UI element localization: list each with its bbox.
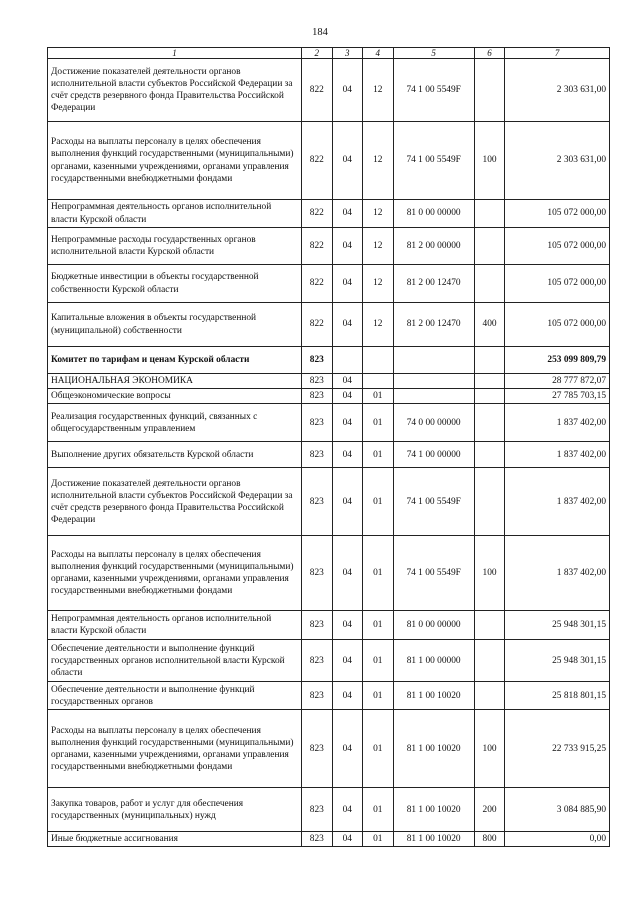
section-code: 04 (332, 265, 362, 303)
expense-type (474, 374, 504, 389)
expense-name: Непрограммная деятельность органов исполнительной власти Курской области (48, 611, 302, 640)
section-code: 04 (332, 200, 362, 228)
table-row (48, 832, 610, 847)
table-row (48, 682, 610, 710)
amount: 27 785 703,15 (505, 389, 610, 404)
amount: 28 777 872,07 (505, 374, 610, 389)
column-number: 2 (302, 48, 332, 59)
admin-code: 822 (302, 122, 332, 200)
section-code: 04 (332, 682, 362, 710)
expense-name: Непрограммные расходы государственных органов исполнительной власти Курской области (48, 228, 302, 265)
admin-code: 822 (302, 59, 332, 122)
expense-type (474, 404, 504, 442)
amount: 105 072 000,00 (505, 200, 610, 228)
target-article: 81 1 00 00000 (393, 640, 474, 682)
section-code: 04 (332, 303, 362, 347)
expense-type (474, 59, 504, 122)
subsection-code: 12 (363, 303, 393, 347)
expense-name: Комитет по тарифам и ценам Курской области (48, 347, 302, 374)
amount: 25 818 801,15 (505, 682, 610, 710)
admin-code: 823 (302, 389, 332, 404)
amount: 22 733 915,25 (505, 710, 610, 788)
column-number-row (48, 48, 610, 59)
table-row (48, 442, 610, 468)
subsection-code: 01 (363, 640, 393, 682)
expense-type (474, 200, 504, 228)
expense-type (474, 347, 504, 374)
expense-name: Расходы на выплаты персоналу в целях обеспечения выполнения функций государственными (муниципальными) органами, казенными учреждениями, органами управления государственными внебюджетными фондами (48, 536, 302, 611)
admin-code: 822 (302, 200, 332, 228)
amount: 253 099 809,79 (505, 347, 610, 374)
target-article: 81 2 00 00000 (393, 228, 474, 265)
section-code: 04 (332, 228, 362, 265)
admin-code: 823 (302, 374, 332, 389)
table-row (48, 374, 610, 389)
expense-name: Достижение показателей деятельности органов исполнительной власти субъектов Российской Федерации за счёт средств резервного фонда Правительства Российской Федерации (48, 468, 302, 536)
expense-type: 100 (474, 710, 504, 788)
amount: 105 072 000,00 (505, 228, 610, 265)
table-row (48, 265, 610, 303)
admin-code: 823 (302, 442, 332, 468)
subsection-code: 01 (363, 404, 393, 442)
section-code: 04 (332, 122, 362, 200)
amount: 0,00 (505, 832, 610, 847)
subsection-code: 01 (363, 710, 393, 788)
expense-name: Бюджетные инвестиции в объекты государственной собственности Курской области (48, 265, 302, 303)
section-code (332, 347, 362, 374)
column-number: 7 (505, 48, 610, 59)
column-number: 5 (393, 48, 474, 59)
expense-type: 400 (474, 303, 504, 347)
target-article: 81 1 00 10020 (393, 710, 474, 788)
expense-name: Закупка товаров, работ и услуг для обеспечения государственных (муниципальных) нужд (48, 788, 302, 832)
section-code: 04 (332, 611, 362, 640)
subsection-code: 01 (363, 442, 393, 468)
table-row (48, 468, 610, 536)
section-code: 04 (332, 374, 362, 389)
admin-code: 823 (302, 404, 332, 442)
expense-type (474, 265, 504, 303)
page-number: 184 (312, 27, 328, 38)
column-number: 6 (474, 48, 504, 59)
subsection-code: 01 (363, 682, 393, 710)
admin-code: 823 (302, 682, 332, 710)
target-article (393, 389, 474, 404)
section-code: 04 (332, 404, 362, 442)
section-code: 04 (332, 788, 362, 832)
expense-type (474, 389, 504, 404)
amount: 1 837 402,00 (505, 404, 610, 442)
admin-code: 823 (302, 710, 332, 788)
table-row (48, 303, 610, 347)
target-article: 74 0 00 00000 (393, 404, 474, 442)
target-article: 81 2 00 12470 (393, 265, 474, 303)
expense-name: Обеспечение деятельности и выполнение функций государственных органов (48, 682, 302, 710)
amount: 105 072 000,00 (505, 303, 610, 347)
expense-type (474, 468, 504, 536)
expense-name: Капитальные вложения в объекты государственной (муниципальной) собственности (48, 303, 302, 347)
target-article: 74 1 00 00000 (393, 442, 474, 468)
amount: 2 303 631,00 (505, 122, 610, 200)
table-row (48, 404, 610, 442)
table-row (48, 122, 610, 200)
amount: 25 948 301,15 (505, 611, 610, 640)
expense-type (474, 228, 504, 265)
expense-name: Выполнение других обязательств Курской области (48, 442, 302, 468)
amount: 1 837 402,00 (505, 468, 610, 536)
expense-type (474, 611, 504, 640)
amount: 1 837 402,00 (505, 442, 610, 468)
budget-table (47, 47, 610, 847)
expense-name: Общеэкономические вопросы (48, 389, 302, 404)
target-article: 81 1 00 10020 (393, 682, 474, 710)
amount: 25 948 301,15 (505, 640, 610, 682)
section-code: 04 (332, 59, 362, 122)
table-row (48, 536, 610, 611)
section-code: 04 (332, 536, 362, 611)
amount: 2 303 631,00 (505, 59, 610, 122)
expense-name: Достижение показателей деятельности органов исполнительной власти субъектов Российской Федерации за счёт средств резервного фонда Правительства Российской Федерации (48, 59, 302, 122)
section-code: 04 (332, 832, 362, 847)
section-code: 04 (332, 468, 362, 536)
table-row (48, 710, 610, 788)
expense-name: НАЦИОНАЛЬНАЯ ЭКОНОМИКА (48, 374, 302, 389)
subsection-code: 01 (363, 536, 393, 611)
amount: 1 837 402,00 (505, 536, 610, 611)
expense-name: Расходы на выплаты персоналу в целях обеспечения выполнения функций государственными (муниципальными) органами, казенными учреждениями, органами управления государственными внебюджетными фондами (48, 122, 302, 200)
column-number: 4 (363, 48, 393, 59)
admin-code: 823 (302, 611, 332, 640)
table-row (48, 611, 610, 640)
subsection-code: 01 (363, 468, 393, 536)
expense-name: Иные бюджетные ассигнования (48, 832, 302, 847)
expense-type: 200 (474, 788, 504, 832)
expense-name: Обеспечение деятельности и выполнение функций государственных органов исполнительной власти Курской области (48, 640, 302, 682)
section-code: 04 (332, 442, 362, 468)
column-number: 1 (48, 48, 302, 59)
table-row (48, 59, 610, 122)
expense-type: 100 (474, 122, 504, 200)
table-row (48, 788, 610, 832)
subsection-code (363, 347, 393, 374)
expense-type (474, 442, 504, 468)
section-code: 04 (332, 640, 362, 682)
target-article: 74 1 00 5549F (393, 536, 474, 611)
expense-type (474, 682, 504, 710)
target-article: 81 1 00 10020 (393, 832, 474, 847)
subsection-code (363, 374, 393, 389)
subsection-code: 12 (363, 59, 393, 122)
subsection-code: 12 (363, 122, 393, 200)
subsection-code: 01 (363, 389, 393, 404)
table-row (48, 228, 610, 265)
expense-name: Непрограммная деятельность органов исполнительной власти Курской области (48, 200, 302, 228)
admin-code: 823 (302, 347, 332, 374)
admin-code: 823 (302, 832, 332, 847)
table-row (48, 347, 610, 374)
subsection-code: 01 (363, 788, 393, 832)
admin-code: 822 (302, 265, 332, 303)
expense-type (474, 640, 504, 682)
target-article: 81 0 00 00000 (393, 611, 474, 640)
target-article: 81 0 00 00000 (393, 200, 474, 228)
admin-code: 823 (302, 536, 332, 611)
table-row (48, 200, 610, 228)
target-article (393, 347, 474, 374)
subsection-code: 12 (363, 265, 393, 303)
target-article: 81 1 00 10020 (393, 788, 474, 832)
table-row (48, 389, 610, 404)
expense-name: Реализация государственных функций, связанных с общегосударственным управлением (48, 404, 302, 442)
admin-code: 822 (302, 228, 332, 265)
subsection-code: 12 (363, 200, 393, 228)
subsection-code: 12 (363, 228, 393, 265)
section-code: 04 (332, 710, 362, 788)
subsection-code: 01 (363, 832, 393, 847)
admin-code: 823 (302, 788, 332, 832)
table-row (48, 640, 610, 682)
target-article (393, 374, 474, 389)
amount: 105 072 000,00 (505, 265, 610, 303)
expense-type: 800 (474, 832, 504, 847)
expense-type: 100 (474, 536, 504, 611)
admin-code: 822 (302, 303, 332, 347)
section-code: 04 (332, 389, 362, 404)
admin-code: 823 (302, 468, 332, 536)
admin-code: 823 (302, 640, 332, 682)
expense-name: Расходы на выплаты персоналу в целях обеспечения выполнения функций государственными (муниципальными) органами, казенными учреждениями, органами управления государственными внебюджетными фондами (48, 710, 302, 788)
column-number: 3 (332, 48, 362, 59)
target-article: 81 2 00 12470 (393, 303, 474, 347)
amount: 3 084 885,90 (505, 788, 610, 832)
subsection-code: 01 (363, 611, 393, 640)
target-article: 74 1 00 5549F (393, 122, 474, 200)
target-article: 74 1 00 5549F (393, 59, 474, 122)
target-article: 74 1 00 5549F (393, 468, 474, 536)
